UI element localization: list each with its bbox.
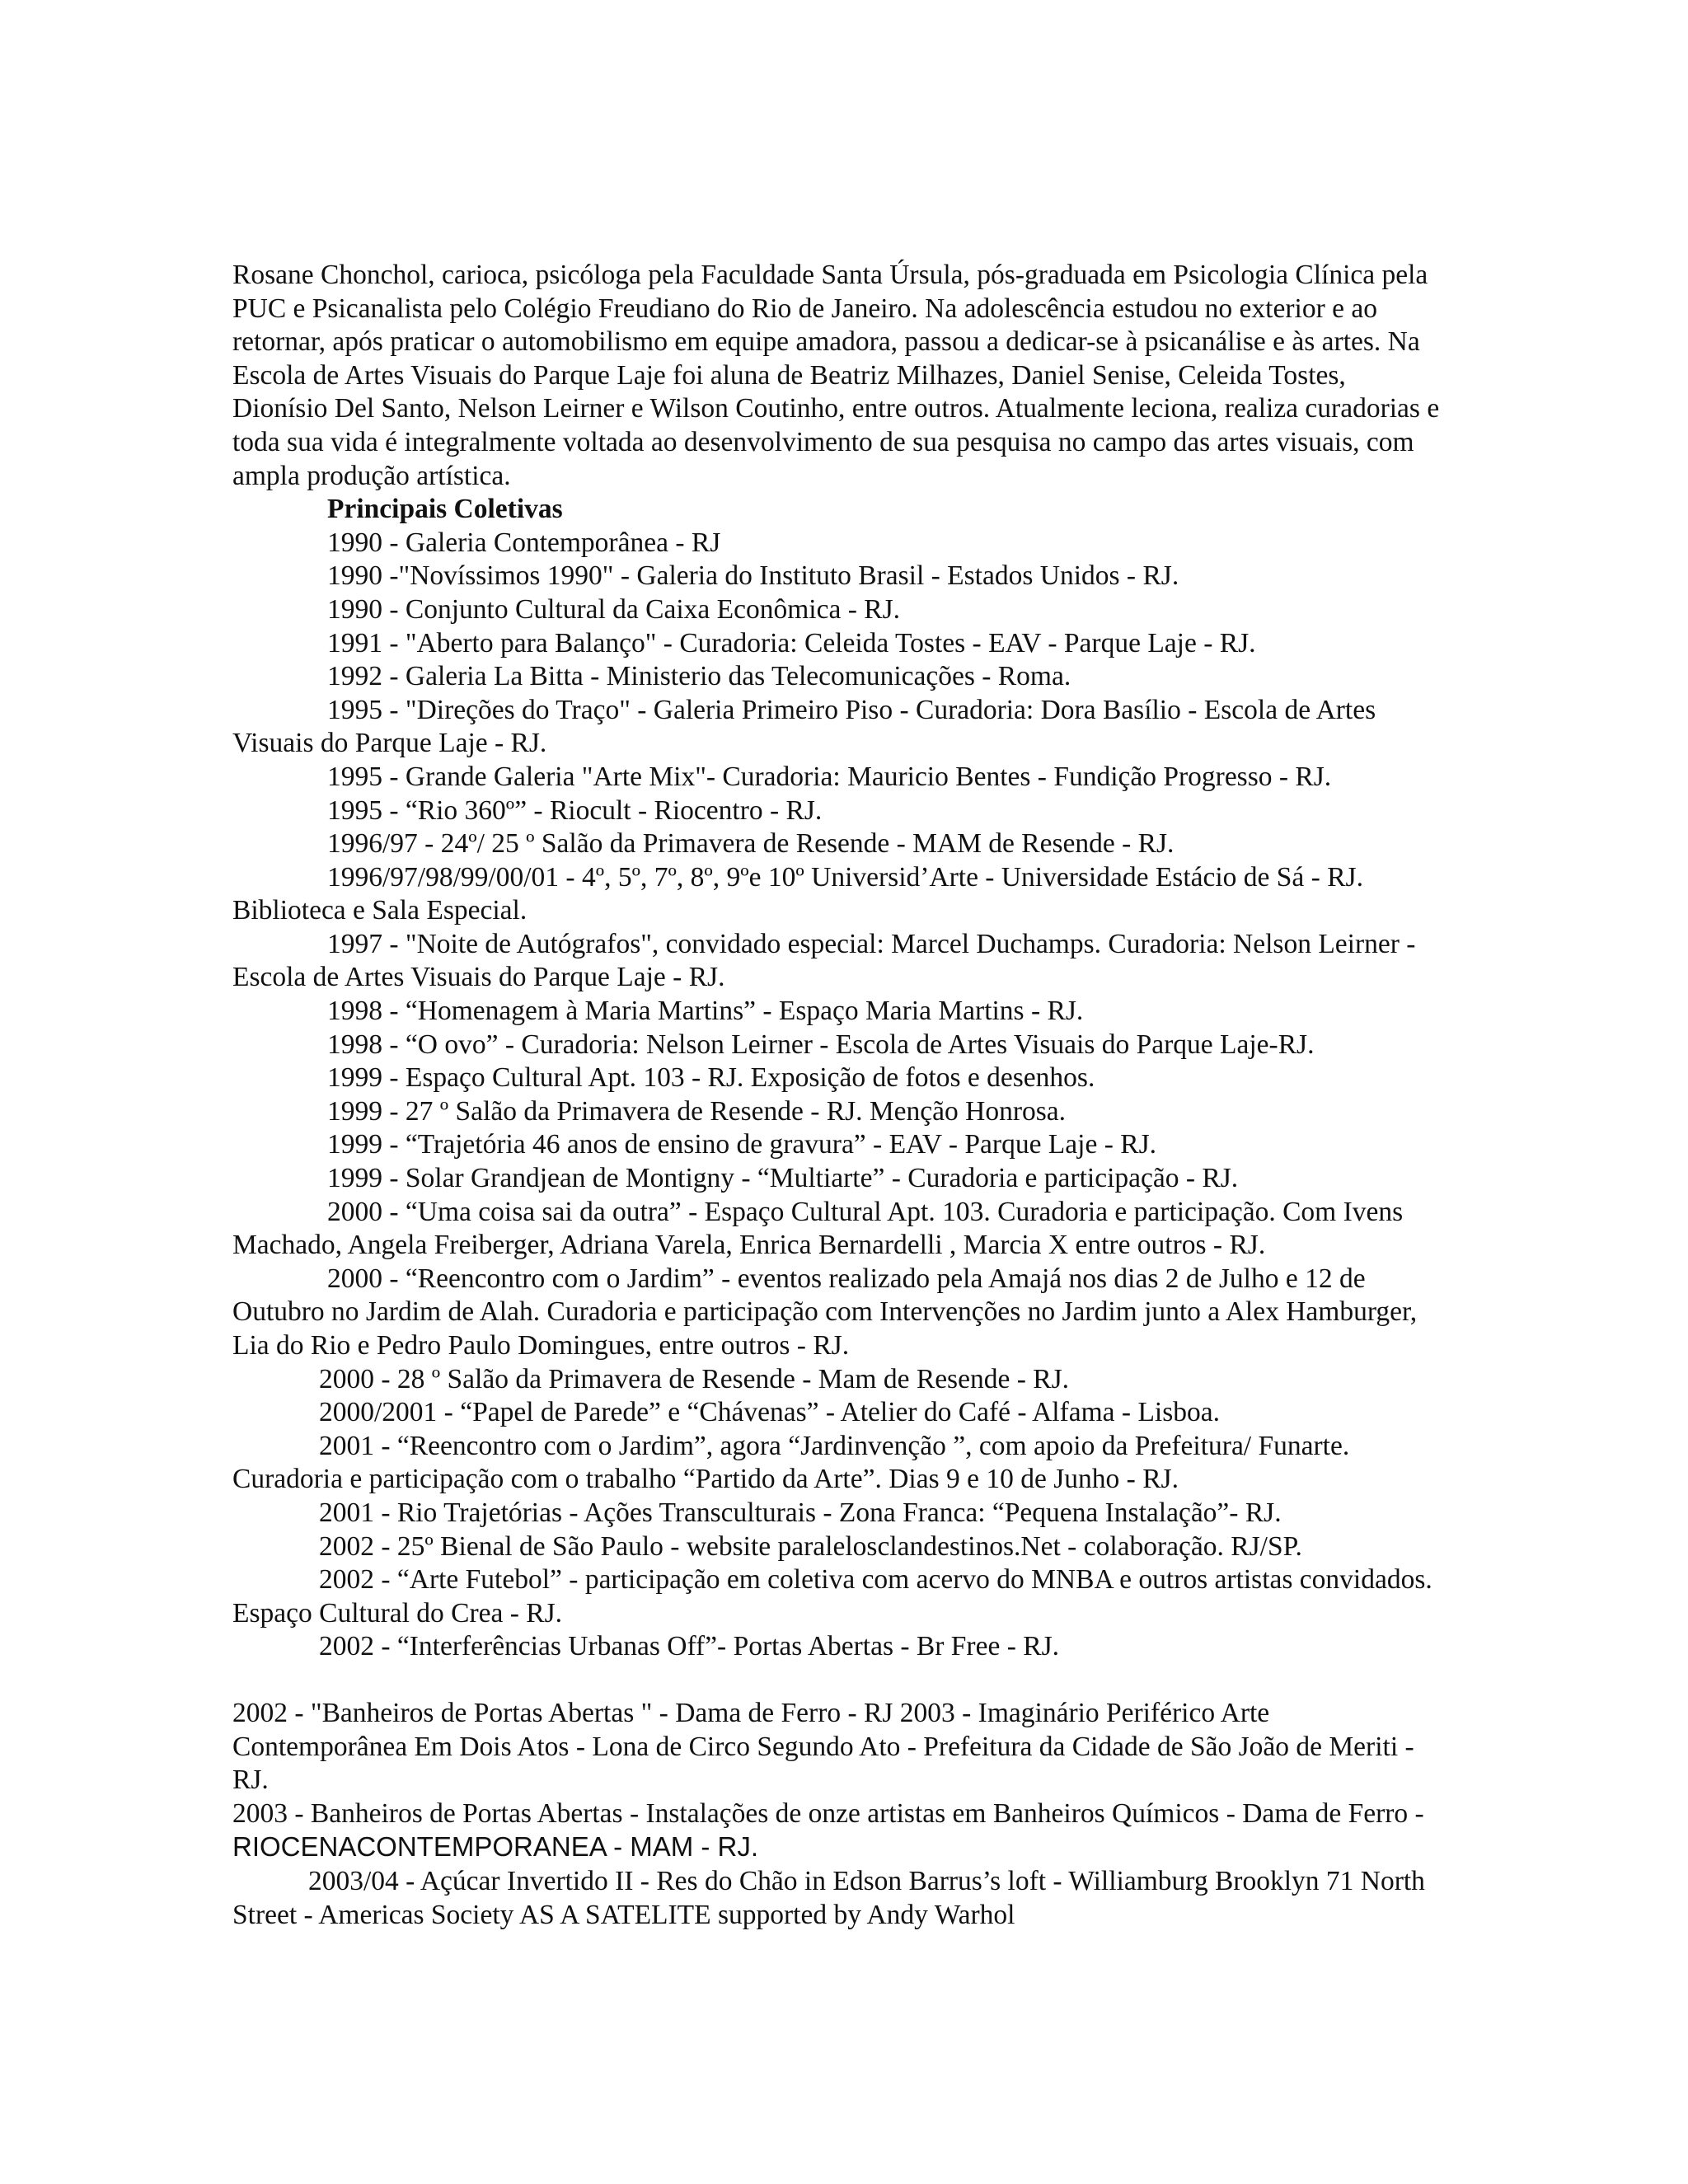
exhibition-entry: 1995 - "Direções do Traço" - Galeria Primeiro Piso - Curadoria: Dora Basílio - Escola de Artes Visuais do Parque Laje - RJ. [232, 694, 1376, 759]
exhibition-entry: 2001 - “Reencontro com o Jardim”, agora “Jardinvenção ”, com apoio da Prefeitura/ Funarte. Curadoria e participação com o trabalho “Partido da Arte”. Dias 9 e 10 de Junho - RJ. [232, 1430, 1350, 1495]
exhibition-entry: 2000 - “Uma coisa sai da outra” - Espaço Cultural Apt. 103. Curadoria e participação. Com Ivens Machado, Angela Freiberger, Adriana Varela, Enrica Bernardelli , Marcia X entre outros - RJ. [232, 1196, 1404, 1261]
exhibition-entry: 1996/97/98/99/00/01 - 4º, 5º, 7º, 8º, 9ºe 10º Universid’Arte - Universidade Estácio de Sá - RJ. Biblioteca e Sala Especial. [232, 861, 1363, 926]
exhibition-entry: 1991 - "Aberto para Balanço" - Curadoria: Celeida Tostes - EAV - Parque Laje - RJ. [327, 627, 1256, 658]
exhibition-entry: 1997 - "Noite de Autógrafos", convidado especial: Marcel Duchamps. Curadoria: Nelson Leirner - Escola de Artes Visuais do Parque Laje - RJ. [232, 928, 1416, 993]
exhibition-entry: 2002 - “Arte Futebol” - participação em coletiva com acervo do MNBA e outros artistas convidados. Espaço Cultural do Crea - RJ. [232, 1564, 1432, 1629]
exhibition-entry: 2002 - “Interferências Urbanas Off”- Portas Abertas - Br Free - RJ. [319, 1631, 1059, 1662]
exhibition-entry: 1990 - Galeria Contemporânea - RJ [327, 527, 721, 558]
exhibition-entry: 1990 - Conjunto Cultural da Caixa Econômica - RJ. [327, 593, 901, 625]
section-heading: Principais Coletivas [327, 494, 563, 525]
entry-text-sans: RIOCENACONTEMPORANEA - MAM - RJ. [232, 1831, 759, 1863]
exhibition-entry: 1992 - Galeria La Bitta - Ministerio das Telecomunicações - Roma. [327, 661, 1071, 692]
exhibition-entry: 1998 - “O ovo” - Curadoria: Nelson Leirner - Escola de Artes Visuais do Parque Laje-RJ. [327, 1029, 1315, 1060]
exhibition-entry: 2002 - "Banheiros de Portas Abertas " - Dama de Ferro - RJ 2003 - Imaginário Periférico Arte Contemporânea Em Dois Atos - Lona de Circo Segundo Ato - Prefeitura da Cidade de São João de Meriti - RJ. [232, 1697, 1414, 1796]
exhibition-entry: 1995 - “Rio 360º” - Riocult - Riocentro - RJ. [327, 794, 823, 826]
exhibition-entry [232, 1797, 1444, 1865]
exhibition-entry: 1999 - Espaço Cultural Apt. 103 - RJ. Exposição de fotos e desenhos. [327, 1062, 1095, 1094]
exhibition-entry: 2002 - 25º Bienal de São Paulo - website paralelosclandestinos.Net - colaboração. RJ/SP. [319, 1530, 1302, 1562]
exhibition-entry: 2001 - Rio Trajetórias - Ações Transculturais - Zona Franca: “Pequena Instalação”- RJ. [319, 1497, 1282, 1528]
exhibition-entry: 2000 - 28 º Salão da Primavera de Resende - Mam de Resende - RJ. [319, 1363, 1069, 1394]
exhibition-entry: 1996/97 - 24º/ 25 º Salão da Primavera de Resende - MAM de Resende - RJ. [327, 828, 1175, 860]
bio-paragraph: Rosane Chonchol, carioca, psicóloga pela Faculdade Santa Úrsula, pós-graduada em Psicologia Clínica pela PUC e Psicanalista pelo Colégio Freudiano do Rio de Janeiro. Na adolescência estudou no exterior e ao retornar, após praticar o automobilismo em equipe amadora, passou a dedicar-se à psicanálise e às artes. Na Escola de Artes Visuais do Parque Laje foi aluna de Beatriz Milhazes, Daniel Senise, Celeida Tostes, Dionísio Del Santo, Nelson Leirner e Wilson Coutinho, entre outros. Atualmente leciona, realiza curadorias e toda sua vida é integralmente voltada ao desenvolvimento de sua pesquisa no campo das artes visuais, com ampla produção artística. [232, 260, 1440, 491]
document-page [232, 259, 1444, 1932]
exhibition-entry: 2000 - “Reencontro com o Jardim” - eventos realizado pela Amajá nos dias 2 de Julho e 12 de Outubro no Jardim de Alah. Curadoria e participação com Intervenções no Jardim junto a Alex Hamburger, Lia do Rio e Pedro Paulo Domingues, entre outros - RJ. [232, 1263, 1418, 1361]
exhibition-entry: 1999 - “Trajetória 46 anos de ensino de gravura” - EAV - Parque Laje - RJ. [327, 1129, 1156, 1160]
paragraph-gap [232, 1664, 1444, 1697]
exhibition-entry: 1995 - Grande Galeria "Arte Mix"- Curadoria: Mauricio Bentes - Fundição Progresso - RJ. [327, 761, 1332, 792]
exhibition-entry: 1999 - 27 º Salão da Primavera de Resende - RJ. Menção Honrosa. [327, 1095, 1067, 1127]
exhibition-entry: 1999 - Solar Grandjean de Montigny - “Multiarte” - Curadoria e participação - RJ. [327, 1163, 1239, 1194]
exhibition-entry: 1990 -"Novíssimos 1990" - Galeria do Instituto Brasil - Estados Unidos - RJ. [327, 560, 1179, 592]
exhibition-entry: 2000/2001 - “Papel de Parede” e “Chávenas” - Atelier do Café - Alfama - Lisboa. [319, 1397, 1221, 1428]
exhibition-entry: 2003/04 - Açúcar Invertido II - Res do Chão in Edson Barrus’s loft - Williamburg Brooklyn 71 North Street - Americas Society AS A SATELITE supported by Andy Warhol [232, 1865, 1425, 1930]
exhibition-entry: 1998 - “Homenagem à Maria Martins” - Espaço Maria Martins - RJ. [327, 996, 1084, 1027]
entry-text: 2003 - Banheiros de Portas Abertas - Instalações de onze artistas em Banheiros Químicos - Dama de Ferro - [232, 1797, 1424, 1829]
